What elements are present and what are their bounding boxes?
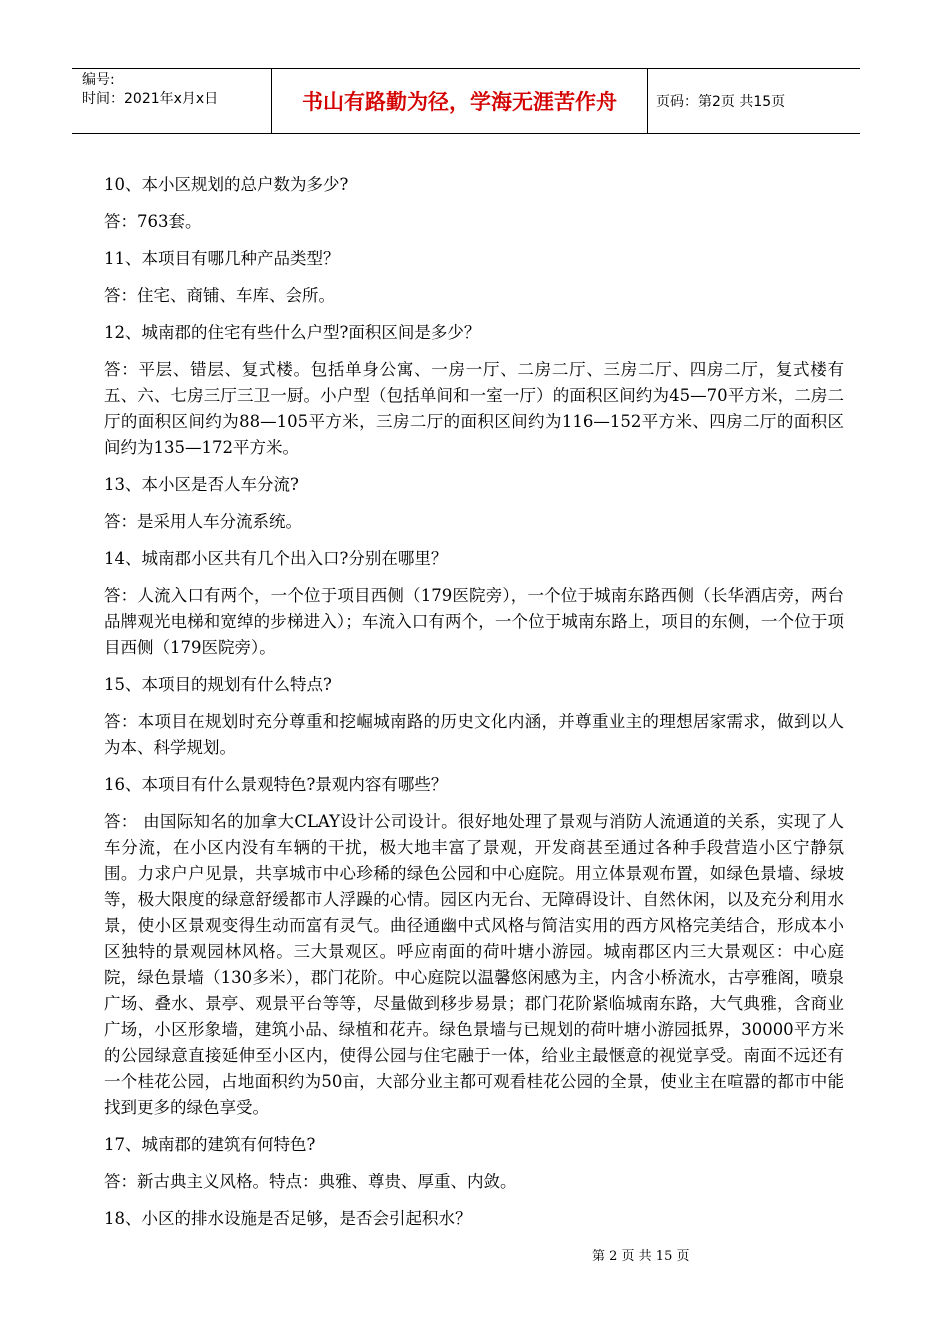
answer-17: 答：新古典主义风格。特点：典雅、尊贵、厚重、内敛。 [104,1172,517,1191]
question-15: 15、本项目的规划有什么特点? [104,675,332,694]
header-meta [72,69,272,133]
header-page-info: 页码：第2页 共15页 [656,94,786,110]
question-11: 11、本项目有哪几种产品类型？ [104,249,340,268]
header-number-label: 编号: [82,72,115,88]
page-header [72,68,860,134]
answer-11: 答：住宅、商铺、车库、会所。 [104,286,335,305]
answer-14: 答：人流入口有两个，一个位于项目西侧（179医院旁），一个位于城南东路西侧（长华酒店旁，两台品牌观光电梯和宽绰的步梯进入）；车流入口有两个，一个位于城南东路上，项目的东侧，一个位于项目西侧（179医院旁）。 [104,586,844,657]
question-14: 14、城南郡小区共有几个出入口?分别在哪里？ [104,549,448,568]
answer-13: 答：是采用人车分流系统。 [104,512,302,531]
header-time-label: 时间：2021年x月x日 [82,91,219,107]
document-body [104,172,844,1243]
page-footer: 第 2 页 共 15 页 [592,1249,690,1264]
answer-15: 答：本项目在规划时充分尊重和挖崛城南路的历史文化内涵，并尊重业主的理想居家需求，做到以人为本、科学规划。 [104,712,844,757]
question-16: 16、本项目有什么景观特色?景观内容有哪些？ [104,775,448,794]
question-13: 13、本小区是否人车分流? [104,475,299,494]
answer-10: 答：763套。 [104,212,202,231]
question-18: 18、小区的排水设施是否足够，是否会引起积水？ [104,1209,472,1228]
answer-12: 答：平层、错层、复式楼。包括单身公寓、一房一厅、二房二厅、三房二厅、四房二厅，复式楼有五、六、七房三厅三卫一厨。小户型（包括单间和一室一厅）的面积区间约为45—70平方米，二房二厅的面积区间约为88—105平方米，三房二厅的面积区间约为116—152平方米、四房二厅的面积区间约为135—172平方米。 [104,360,844,457]
question-17: 17、城南郡的建筑有何特色? [104,1135,316,1154]
header-motto: 书山有路勤为径，学海无涯苦作舟 [272,69,648,133]
answer-16: 答： 由国际知名的加拿大CLAY设计公司设计。很好地处理了景观与消防人流通道的关系，实现了人车分流，在小区内没有车辆的干扰，极大地丰富了景观，开发商甚至通过各种手段营造小区宁静氛围。力求户户见景，共享城市中心珍稀的绿色公园和中心庭院。用立体景观布置，如绿色景墙、绿坡等，极大限度的绿意舒缓都市人浮躁的心情。园区内无台、无障碍设计、自然休闲，以及充分利用水景，使小区景观变得生动而富有灵气。曲径通幽中式风格与简洁实用的西方风格完美结合，形成本小区独特的景观园林风格。三大景观区。呼应南面的荷叶塘小游园。城南郡区内三大景观区：中心庭院，绿色景墙（130多米），郡门花阶。中心庭院以温馨悠闲感为主，内含小桥流水，古亭雅阁，喷泉广场、叠水、景亭、观景平台等等，尽量做到移步易景；郡门花阶紧临城南东路，大气典雅，含商业广场，小区形象墙，建筑小品、绿植和花卉。绿色景墙与已规划的荷叶塘小游园抵界，30000平方米的公园绿意直接延伸至小区内，使得公园与住宅融于一体，给业主最惬意的视觉享受。南面不远还有一个桂花公园，占地面积约为50亩，大部分业主都可观看桂花公园的全景，使业主在喧嚣的都市中能找到更多的绿色享受。 [104,812,844,1117]
question-10: 10、本小区规划的总户数为多少? [104,175,349,194]
question-12: 12、城南郡的住宅有些什么户型?面积区间是多少？ [104,323,481,342]
